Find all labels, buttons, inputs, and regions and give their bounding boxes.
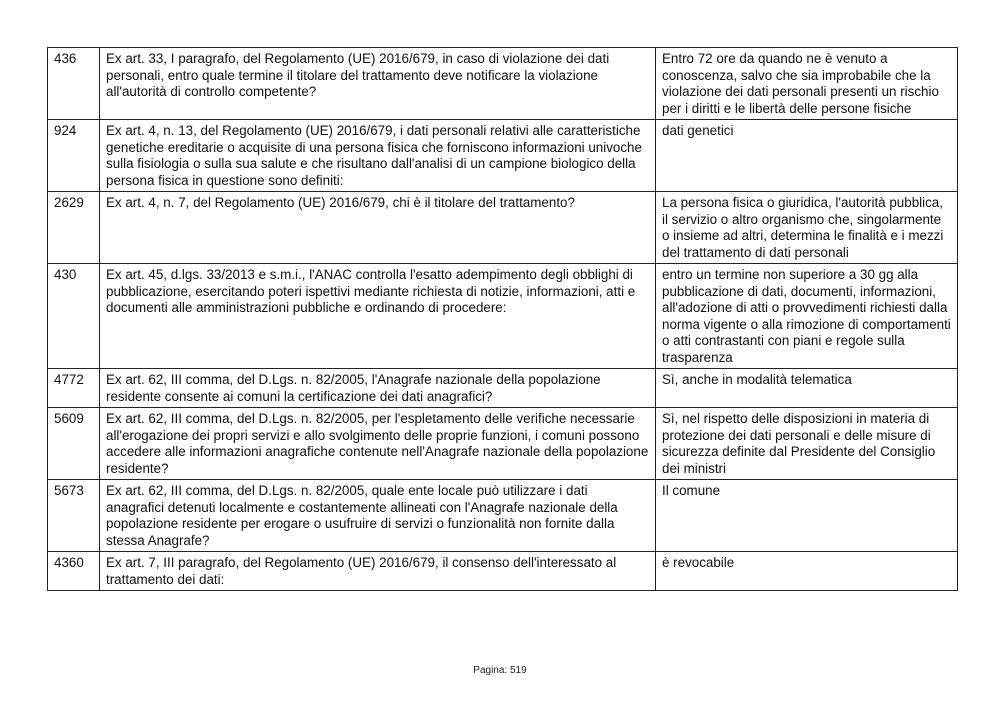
question-id: 924 (48, 120, 100, 192)
answer-text: Entro 72 ore da quando ne è venuto a conoscenza, salvo che sia improbabile che la violazione dei dati personali presenti un rischio per i diritti e le libertà delle persone fisiche (656, 48, 958, 120)
table-row (48, 48, 958, 120)
table-row (48, 192, 958, 264)
question-text: Ex art. 4, n. 7, del Regolamento (UE) 2016/679, chi è il titolare del trattamento? (100, 192, 656, 264)
table-row (48, 480, 958, 552)
question-id: 436 (48, 48, 100, 120)
question-id: 4360 (48, 552, 100, 591)
table-row (48, 408, 958, 480)
question-id: 4772 (48, 369, 100, 408)
question-text: Ex art. 7, III paragrafo, del Regolamento (UE) 2016/679, il consenso dell'interessato al trattamento dei dati: (100, 552, 656, 591)
question-id: 5609 (48, 408, 100, 480)
answer-text: è revocabile (656, 552, 958, 591)
question-text: Ex art. 33, I paragrafo, del Regolamento (UE) 2016/679, in caso di violazione dei dati personali, entro quale termine il titolare del trattamento deve notificare la violazione all'autorità di controllo competente? (100, 48, 656, 120)
answer-text: La persona fisica o giuridica, l'autorità pubblica, il servizio o altro organismo che, singolarmente o insieme ad altri, determina le finalità e i mezzi del trattamento di dati personali (656, 192, 958, 264)
answer-text: dati genetici (656, 120, 958, 192)
table-row (48, 120, 958, 192)
question-id: 5673 (48, 480, 100, 552)
table-row (48, 264, 958, 369)
answer-text: Il comune (656, 480, 958, 552)
answer-text: entro un termine non superiore a 30 gg alla pubblicazione di dati, documenti, informazioni, all'adozione di atti o provvedimenti richiesti dalla norma vigente o alla rimozione di comportamenti o atti contrastanti con piani e regole sulla trasparenza (656, 264, 958, 369)
table-row (48, 552, 958, 591)
answer-text: Sì, anche in modalità telematica (656, 369, 958, 408)
question-text: Ex art. 62, III comma, del D.Lgs. n. 82/2005, per l'espletamento delle verifiche necessarie all'erogazione dei propri servizi e allo svolgimento delle proprie funzioni, i comuni possono accedere alle informazioni anagrafiche contenute nell'Anagrafe nazionale della popolazione residente? (100, 408, 656, 480)
question-text: Ex art. 62, III comma, del D.Lgs. n. 82/2005, quale ente locale può utilizzare i dati anagrafici detenuti localmente e costantemente allineati con l'Anagrafe nazionale della popolazione residente per erogare o usufruire di servizi o funzionalità non fornite dalla stessa Anagrafe? (100, 480, 656, 552)
question-id: 2629 (48, 192, 100, 264)
qa-table-body (48, 48, 958, 591)
question-id: 430 (48, 264, 100, 369)
page-number: Pagina: 519 (473, 665, 527, 676)
qa-table (47, 47, 958, 591)
table-row (48, 369, 958, 408)
question-text: Ex art. 62, III comma, del D.Lgs. n. 82/2005, l'Anagrafe nazionale della popolazione residente consente ai comuni la certificazione dei dati anagrafici? (100, 369, 656, 408)
question-text: Ex art. 45, d.lgs. 33/2013 e s.m.i., l'ANAC controlla l'esatto adempimento degli obblighi di pubblicazione, esercitando poteri ispettivi mediante richiesta di notizie, informazioni, atti e documenti alle amministrazioni pubbliche e ordinando di procedere: (100, 264, 656, 369)
question-text: Ex art. 4, n. 13, del Regolamento (UE) 2016/679, i dati personali relativi alle caratteristiche genetiche ereditarie o acquisite di una persona fisica che forniscono informazioni univoche sulla fisiologia o sulla sua salute e che risultano dall'analisi di un campione biologico della persona fisica in questione sono definiti: (100, 120, 656, 192)
answer-text: Sì, nel rispetto delle disposizioni in materia di protezione dei dati personali e delle misure di sicurezza definite dal Presidente del Consiglio dei ministri (656, 408, 958, 480)
